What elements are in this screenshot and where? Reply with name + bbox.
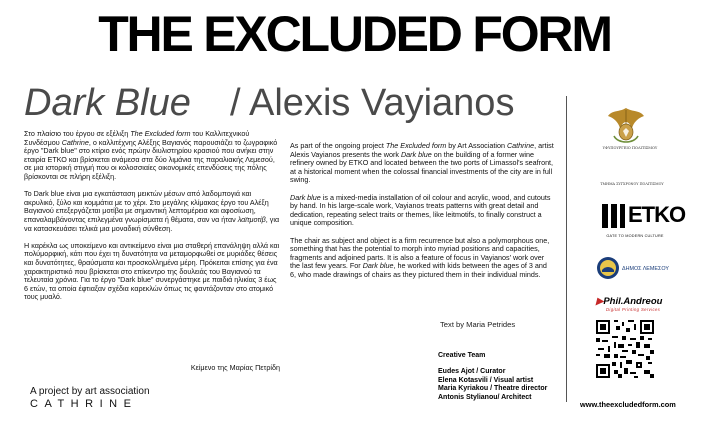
ministry-department: ΤΜΗΜΑ ΣΥΓΧΡΟΝΟΥ ΠΟΛΙΤΙΣΜΟΥ: [600, 182, 664, 186]
creative-team-heading: Creative Team: [438, 352, 486, 359]
greek-paragraph-3: Η καρέκλα ως υποκείμενο και αντικείμενο είναι μια σταθερή επανάληψη αλλά και πολύμορφική, κάτι που έχει τη δυνατότητα να μεταμορφωθεί σε μυριάδες θέσεις και δυνατότητες, θραύσματα και προσκολλημένα μέρη. Πρόκειται επίσης για ένα χαρακτηριστικό που βρίσκεται στο επίκεντρο της δουλειάς του Βαγιανού τα τελευταία χρόνια. Για το έργο "Dark blue" συνεργάστηκε με παιδιά ηλικίας 3 έως 6 ετών, τα οποία έφτιαξαν σχέδια καρεκλών όπως τις φαντάζονταν στο ατομικό τους μυαλό.: [24, 240, 280, 302]
phil-andreou-logo: ▶Phil.Andreou: [596, 296, 663, 307]
greek-credit: Κείμενο της Μαρίας Πετρίδη: [190, 363, 280, 372]
column-divider: [566, 96, 567, 402]
english-paragraph-3: The chair as subject and object is a firm recurrence but also a polymorphous one, something that has the potential to morph into myriad positions and capacities, fragments and adjoined parts. It is also a feature of focus in Vayianos' work over the last few years. For Dark blue, he worked with kids between the ages of 3 and 6, who made drawings of chairs as they pictured them in their individual minds.: [290, 235, 550, 279]
english-text-column: [290, 142, 554, 288]
team-member: Elena Kotasvili / Visual artist: [438, 376, 534, 384]
english-paragraph-1: As part of the ongoing project The Excluded form by Art Association Cathrine, artist Alexis Vayianos presents the work Dark blue on the building of a former wine refinery owned by ETKO and located between the two ports of Limassol's seafront, at a historical moment when the colossal financial investments of the city are in full swing.: [290, 141, 554, 185]
greek-paragraph-1: Στο πλαίσιο του έργου σε εξέλιξη The Excluded form του Καλλιτεχνικού Συνδέσμου Cathrine, ο καλλιτέχνης Αλέξης Βαγιανός παρουσιάζει το ζωγραφικό έργο "Dark blue" στο κτίριο ενός πρώην διυλιστηρίου κρασιού που ανήκει στην εταιρία ΕΤΚΟ και βρίσκεται ανάμεσα στα δύο λιμάνια της παραλιακής Λεμεσού, σε μια ιστορική στιγμή που οι κολοσσιαίες οικονομικές επενδύσεις της πόλης βρίσκονται σε πλήρη εξέλιξη.: [24, 129, 278, 181]
website-url[interactable]: www.theexcludedform.com: [580, 400, 676, 409]
qr-code-icon: [596, 320, 654, 378]
english-credit: Text by Maria Petrides: [440, 320, 516, 329]
limassol-municipality: ΔΗΜΟΣ ΛΕΜΕΣΟΥ: [622, 266, 669, 272]
etko-tagline: GATE TO MODERN CULTURE: [606, 234, 664, 238]
greek-paragraph-2: Το Dark blue είναι μια εγκατάσταση μεικτών μέσων από λαδομπογιά και ακρυλικό, ξύλο και κομμάτια με το χέρι. Στο μεγάλης κλίμακας έργο του Αλέξη Βαγιανού επεξεργάζεται μοτίβα με σημαντική λεπτομέρεια και αφοσίωση, επαναλαμβάνοντας επιλεγμένα γνωρίσματα ή θέματα, σαν να ήταν λαϊτμοτίβ, για να κατασκευάσει τελικά μια μοναδική σύνθεση.: [24, 189, 280, 233]
cyprus-emblem-icon: [606, 104, 646, 146]
etko-wordmark: ETKO: [628, 202, 686, 227]
limassol-seal-icon: [596, 256, 620, 280]
work-title: Dark Blue: [24, 82, 191, 124]
team-member: Eudes Ajot / Curator: [438, 368, 506, 376]
english-paragraph-2: Dark blue is a mixed-media installation of oil colour and acrylic, wood, and cutouts by hand. In his large-scale work, Vayianos treats patterns with great detail and dedication, repeating select traits or themes, like leitmotifs, to finally construct a unique composition.: [290, 192, 551, 228]
phil-arrow-icon: ▶: [596, 296, 604, 307]
team-member: Maria Kyriakou / Theatre director: [438, 385, 548, 393]
poster-title: THE EXCLUDED FORM: [98, 6, 611, 62]
ministry-name: ΥΦΥΠΟΥΡΓΕΙΟ ΠΟΛΙΤΙΣΜΟΥ: [602, 146, 658, 150]
greek-text-column: [24, 130, 282, 310]
creative-team: [438, 352, 547, 402]
project-credit: A project by art association: [30, 386, 150, 397]
team-member: Antonis Stylianou/ Architect: [438, 393, 532, 401]
artist-name: / Alexis Vayianos: [230, 82, 515, 124]
association-name: CATHRINE: [30, 398, 138, 410]
phil-andreou-tagline: Digital Printing Services: [606, 307, 661, 312]
